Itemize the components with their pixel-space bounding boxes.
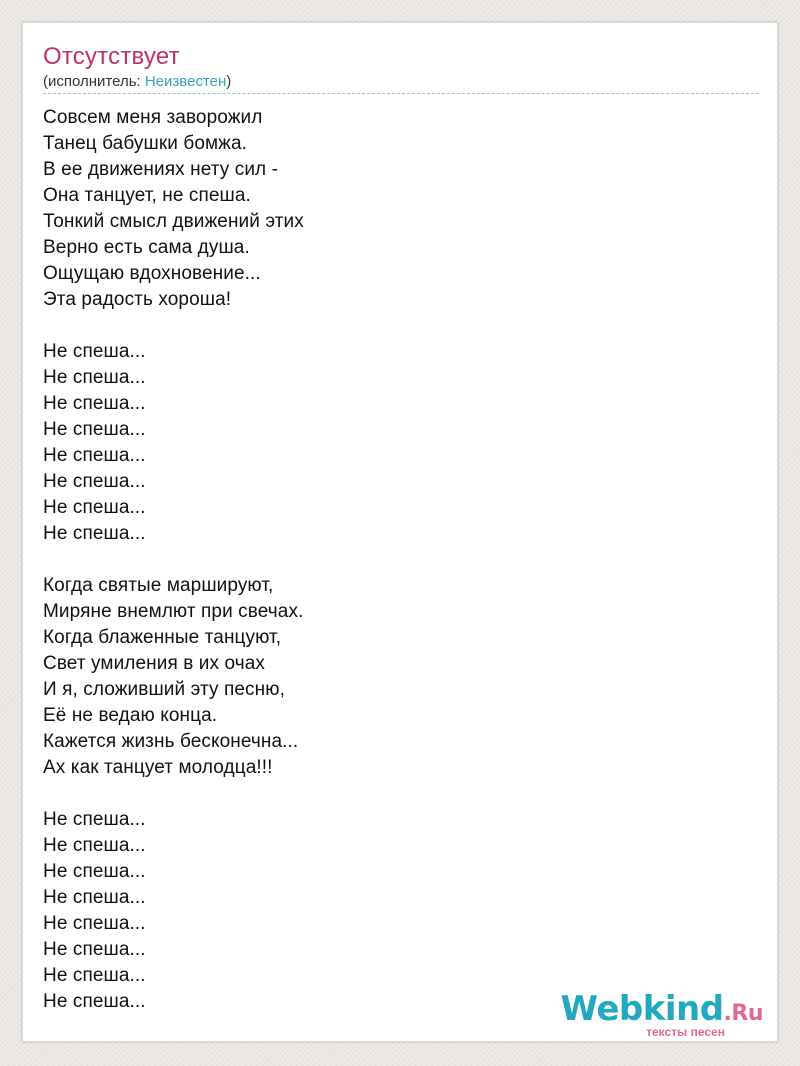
lyrics-card bbox=[22, 22, 778, 1042]
site-logo[interactable] bbox=[560, 989, 769, 1041]
lyrics-line: Не спеша... bbox=[43, 991, 146, 1012]
lyrics-line: Не спеша... bbox=[43, 393, 146, 414]
lyrics-stanza bbox=[43, 573, 304, 781]
logo-tld-text: .Ru bbox=[723, 1001, 763, 1026]
lyrics-line: Ах как танцует молодца!!! bbox=[43, 757, 273, 778]
lyrics-line: Свет умиления в их очах bbox=[43, 653, 265, 674]
performer-prefix: (исполнитель: bbox=[43, 73, 145, 90]
lyrics-line: Не спеша... bbox=[43, 965, 146, 986]
lyrics-line: Когда святые маршируют, bbox=[43, 575, 274, 596]
performer-link[interactable]: Неизвестен bbox=[144, 73, 227, 90]
lyrics-line: Не спеша... bbox=[43, 809, 146, 830]
lyrics-line: Её не ведаю конца. bbox=[43, 705, 218, 726]
song-title: Отсутствует bbox=[43, 43, 180, 70]
lyrics-line: Эта радость хороша! bbox=[43, 289, 232, 310]
lyrics-line: Ощущаю вдохновение... bbox=[43, 263, 261, 284]
lyrics-stanza bbox=[43, 807, 304, 1015]
lyrics-line: Не спеша... bbox=[43, 419, 146, 440]
title-divider bbox=[43, 93, 759, 94]
lyrics-line: Миряне внемлют при свечах. bbox=[43, 601, 304, 622]
lyrics-line: Не спеша... bbox=[43, 913, 146, 934]
lyrics-line: Не спеша... bbox=[43, 861, 146, 882]
lyrics-line: Не спеша... bbox=[43, 367, 146, 388]
lyrics-stanza bbox=[43, 105, 304, 313]
lyrics-line: И я, сложивший эту песню, bbox=[43, 679, 285, 700]
lyrics-line: В ее движениях нету сил - bbox=[43, 159, 279, 180]
lyrics-line: Верно есть сама душа. bbox=[43, 237, 250, 258]
lyrics-line: Тонкий смысл движений этих bbox=[43, 211, 304, 232]
lyrics-text bbox=[43, 105, 304, 1041]
lyrics-line: Не спеша... bbox=[43, 471, 146, 492]
lyrics-line: Не спеша... bbox=[43, 887, 146, 908]
performer-line bbox=[43, 73, 231, 91]
lyrics-line: Не спеша... bbox=[43, 939, 146, 960]
lyrics-line: Танец бабушки бомжа. bbox=[43, 133, 248, 154]
lyrics-line: Не спеша... bbox=[43, 523, 146, 544]
logo-subtitle: тексты песен bbox=[646, 1025, 725, 1039]
lyrics-line: Она танцует, не спеша. bbox=[43, 185, 251, 206]
lyrics-line: Совсем меня заворожил bbox=[43, 107, 263, 128]
lyrics-line: Не спеша... bbox=[43, 835, 146, 856]
lyrics-stanza bbox=[43, 339, 304, 547]
logo-main-text: Webkind bbox=[560, 989, 724, 1029]
performer-suffix: ) bbox=[226, 73, 232, 90]
lyrics-line: Кажется жизнь бесконечна... bbox=[43, 731, 299, 752]
lyrics-line: Не спеша... bbox=[43, 341, 146, 362]
lyrics-line: Не спеша... bbox=[43, 445, 146, 466]
lyrics-line: Не спеша... bbox=[43, 497, 146, 518]
lyrics-line: Когда блаженные танцуют, bbox=[43, 627, 282, 648]
